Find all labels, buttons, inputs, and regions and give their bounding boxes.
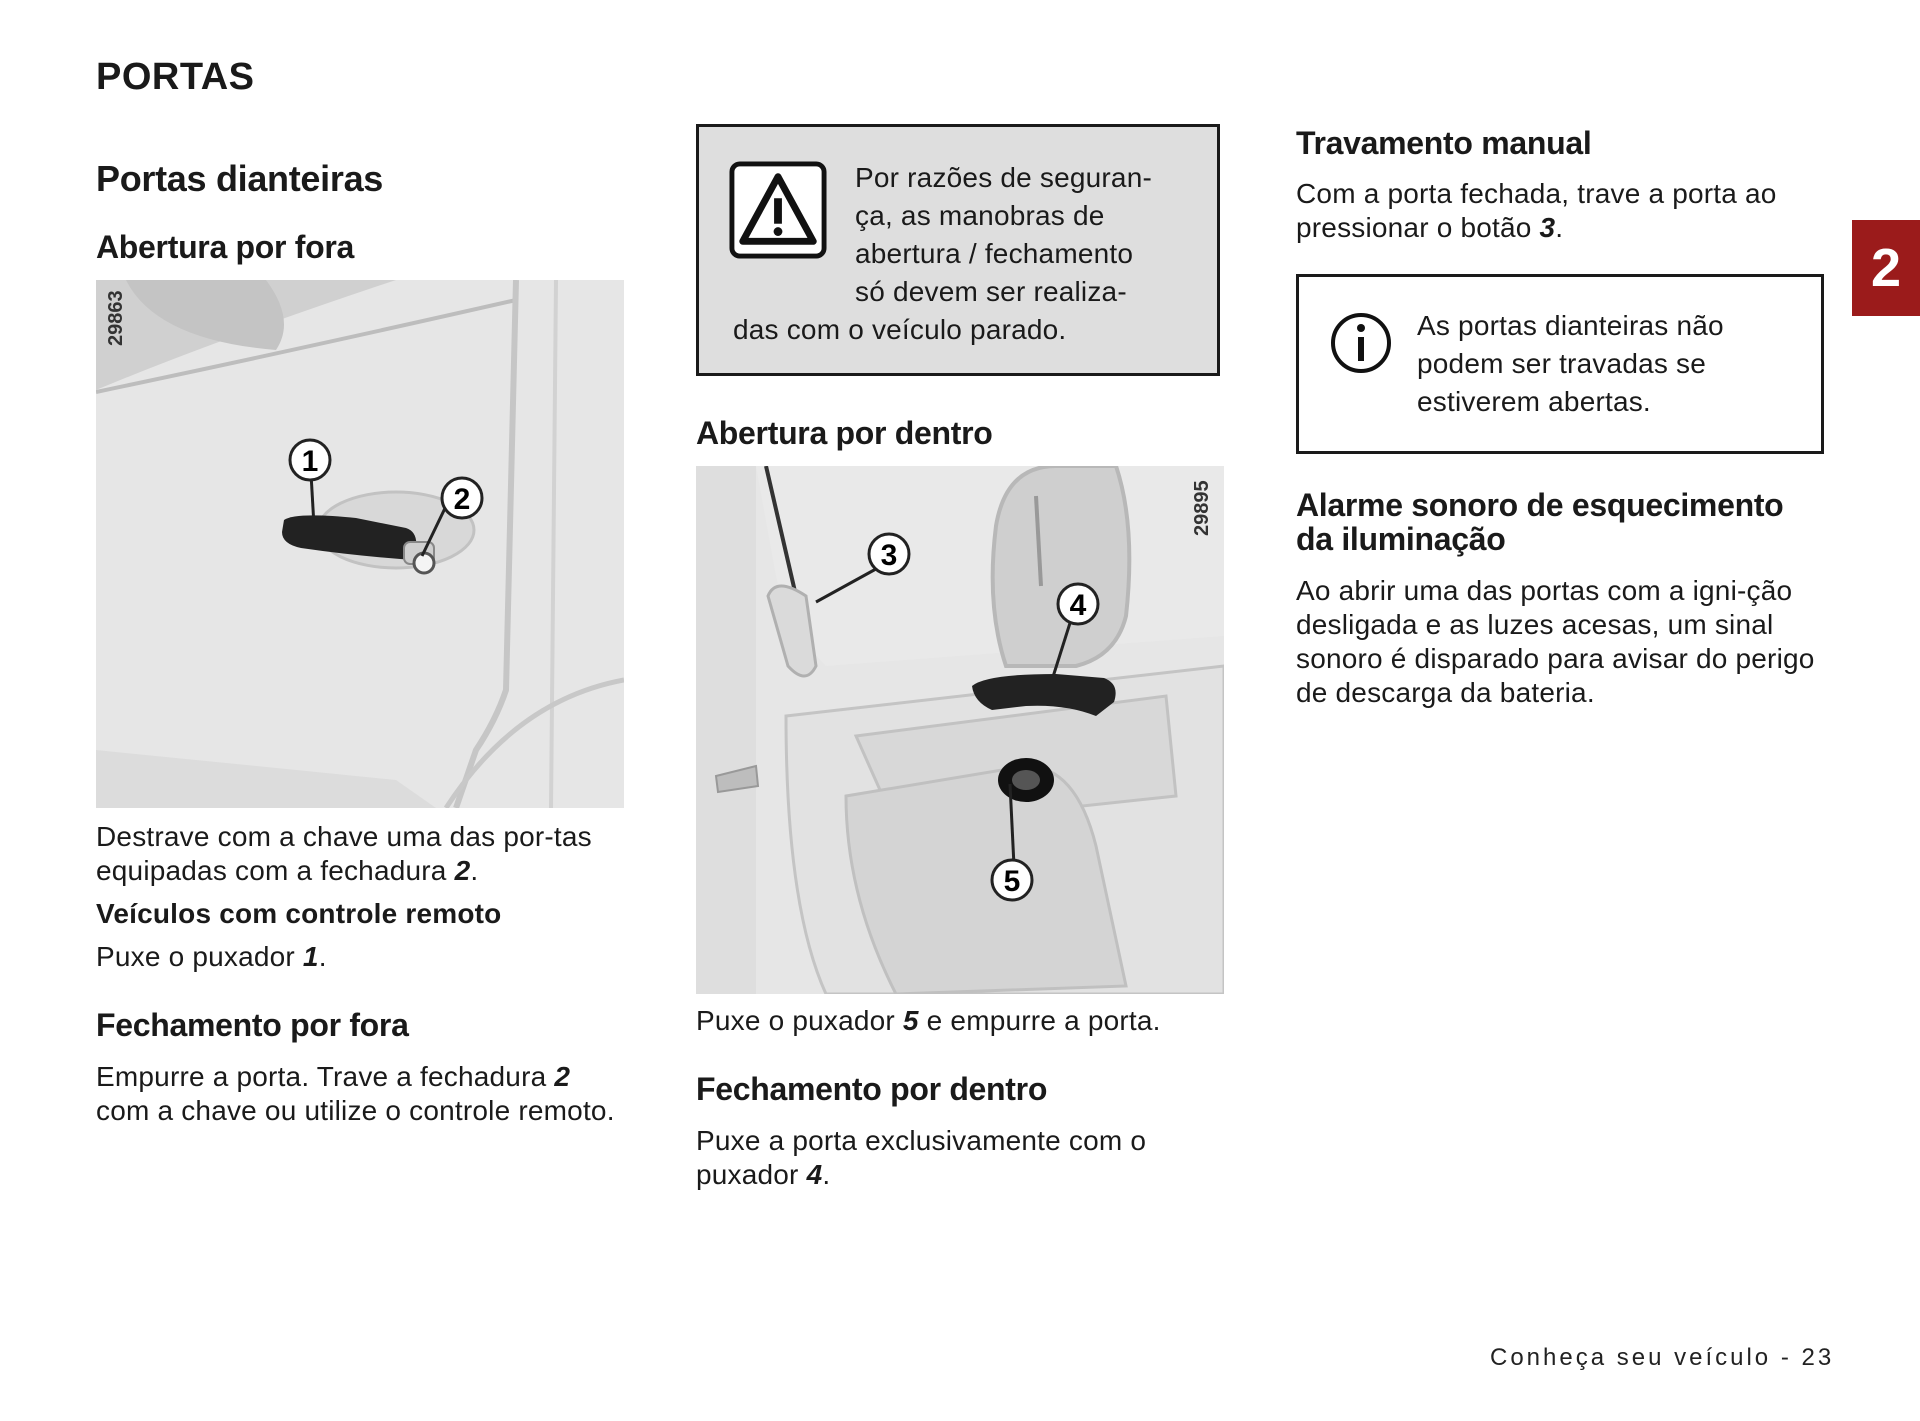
heading-alarme-sonoro: Alarme sonoro de esquecimento da iluminação	[1296, 487, 1784, 557]
callout-1	[290, 440, 330, 480]
illustration-door-interior	[696, 466, 1224, 994]
lock-cylinder	[414, 553, 434, 573]
illustration-door-exterior-handle	[96, 280, 624, 808]
info-text: As portas dianteiras não podem ser travadas se estiverem abertas.	[1417, 310, 1724, 417]
heading-travamento-manual: Travamento manual	[1296, 125, 1592, 161]
page-footer: Conheça seu veículo - 23	[1490, 1344, 1835, 1371]
svg-text:4: 4	[1069, 589, 1087, 622]
figure-code: 29895	[1191, 480, 1213, 536]
info-icon	[1329, 311, 1393, 375]
warning-box	[696, 124, 1220, 376]
text-fechamento-fora: Empurre a porta. Trave a fechadura 2 com a chave ou utilize o controle remoto.	[96, 1061, 615, 1126]
section-title-portas-dianteiras: Portas dianteiras	[96, 158, 384, 199]
warning-text: Por razões de seguran- ça, as manobras de abertura / fechamento só devem ser realiza- das com o veículo parado.	[733, 162, 1153, 345]
svg-text:3: 3	[880, 539, 898, 572]
heading-fechamento-por-fora: Fechamento por fora	[96, 1007, 409, 1043]
text-puxe-puxador-5: Puxe o puxador 5 e empurre a porta.	[696, 1005, 1161, 1036]
chapter-tab: 2	[1852, 220, 1920, 316]
page-title: PORTAS	[96, 56, 255, 98]
svg-text:2: 2	[453, 483, 471, 516]
text-destrave: Destrave com a chave uma das por-tas equipadas com a fechadura 2.	[96, 821, 592, 886]
mirror	[993, 466, 1130, 666]
svg-text:1: 1	[301, 445, 319, 478]
heading-abertura-por-fora: Abertura por fora	[96, 229, 355, 265]
callout-4	[1058, 584, 1098, 624]
callout-3	[869, 534, 909, 574]
info-box	[1296, 274, 1824, 454]
text-travamento: Com a porta fechada, trave a porta ao pressionar o botão 3.	[1296, 178, 1777, 243]
heading-abertura-por-dentro: Abertura por dentro	[696, 415, 993, 451]
door-exterior-drawing	[96, 280, 624, 808]
callout-2	[442, 478, 482, 518]
text-fechamento-dentro: Puxe a porta exclusivamente com o puxador 4.	[696, 1125, 1147, 1190]
heading-controle-remoto: Veículos com controle remoto	[96, 898, 502, 929]
figure-code: 29863	[105, 290, 127, 346]
door-interior-drawing	[696, 466, 1224, 994]
heading-fechamento-por-dentro: Fechamento por dentro	[696, 1071, 1048, 1107]
text-alarme: Ao abrir uma das portas com a igni-ção desligada e as luzes acesas, um sinal sonoro é disparado para avisar do perigo de descarga da bateria.	[1296, 575, 1815, 708]
svg-text:5: 5	[1003, 865, 1021, 898]
callout-5	[992, 860, 1032, 900]
text-puxe-puxador-1: Puxe o puxador 1.	[96, 941, 327, 972]
